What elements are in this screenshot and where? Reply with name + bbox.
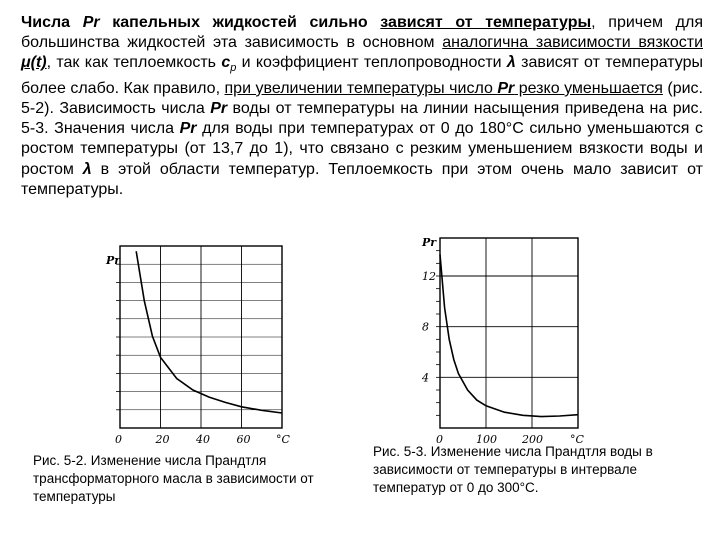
figure-5-2-xtick-label: °C — [276, 433, 290, 446]
paragraph-run: c — [221, 54, 231, 72]
figure-5-3-yticks — [421, 270, 436, 384]
figure-5-3-xtick-label: 0 — [436, 433, 443, 446]
paragraph-run: (рис. 5-2). Зависимость числа — [21, 79, 703, 117]
figure-5-2-chart — [100, 238, 300, 450]
paragraph-run: зависят от температуры — [380, 14, 592, 31]
paragraph-run: Pr — [82, 14, 100, 31]
figure-5-3-chart — [400, 232, 600, 450]
figure-5-2-xtick-label: 60 — [236, 433, 251, 446]
paragraph-run: капельных жидкостей сильно — [99, 14, 381, 31]
paragraph-run: λ — [82, 160, 92, 178]
figure-5-2-ylabel: Pr — [106, 254, 121, 267]
figure-5-3-caption: Рис. 5-3. Изменение числа Прандтля воды в зависимости от температуры в интервале температур от 0 до 300°С. — [373, 444, 653, 495]
figure-5-2-xtick-label: 20 — [155, 433, 170, 446]
paragraph-run: λ — [506, 54, 516, 72]
paragraph-run: и коэффициент теплопроводности — [236, 54, 507, 72]
figure-5-3-xtick-label: 200 — [522, 433, 543, 446]
paragraph-run: при увеличении температуры число — [224, 79, 498, 97]
figure-5-3-ytick-label: 8 — [422, 320, 429, 334]
paragraph-run: в этой области температур. Теплоемкость при этом очень мало зависит от температуры. — [21, 160, 703, 198]
paragraph-run: аналогична зависимости вязкости — [442, 34, 703, 52]
paragraph-run: p — [230, 62, 237, 75]
figure-5-3-ytick-label: 4 — [422, 371, 429, 385]
figure-5-2-xtick-label: 40 — [196, 433, 210, 446]
paragraph-run: для воды при температурах от 0 до 180°С сильно уменьшаются с ростом температуры (от 13,7 до 1), что связано с резким уменьшением вязкости воды и ростом — [21, 120, 704, 178]
figure-5-3-grid — [436, 238, 578, 428]
paragraph-run: Pr — [210, 100, 228, 117]
paragraph-run: , причем для большинства жидкостей эта зависимость в основном — [21, 14, 704, 52]
figure-5-2-curve — [136, 251, 282, 413]
figure-5-3-xtick-label: °C — [570, 433, 584, 446]
figure-5-2-caption: Рис. 5-2. Изменение числа Прандтля трансформаторного масла в зависимости от температуры — [33, 453, 314, 504]
figure-5-3-curve — [440, 255, 578, 417]
figure-5-2-xtick-label: 0 — [115, 433, 122, 446]
figure-5-3-ylabel: Pr — [422, 236, 437, 249]
main-paragraph — [21, 13, 703, 200]
figure-5-3-xtick-label: 100 — [476, 433, 497, 446]
paragraph-run: воды от температуры на линии насыщения приведена на рис. 5-3. Значения числа — [21, 100, 703, 138]
paragraph-run: Числа — [21, 14, 83, 31]
figure-5-3-ytick-label: 12 — [422, 270, 436, 283]
paragraph-run: , так как теплоемкость — [46, 54, 222, 72]
figure-5-3-frame — [440, 238, 578, 428]
paragraph-run: резко уменьшается — [514, 79, 663, 97]
figure-5-3-border — [440, 238, 578, 428]
paragraph-run: Pr — [497, 79, 515, 97]
figure-5-2-xticks — [115, 433, 291, 446]
paragraph-run: зависят от температуры более слабо. Как правило, — [21, 54, 703, 97]
paragraph-run: μ(t) — [21, 54, 47, 72]
figure-5-2-grid — [116, 246, 282, 428]
paragraph-run: Pr — [179, 120, 197, 138]
